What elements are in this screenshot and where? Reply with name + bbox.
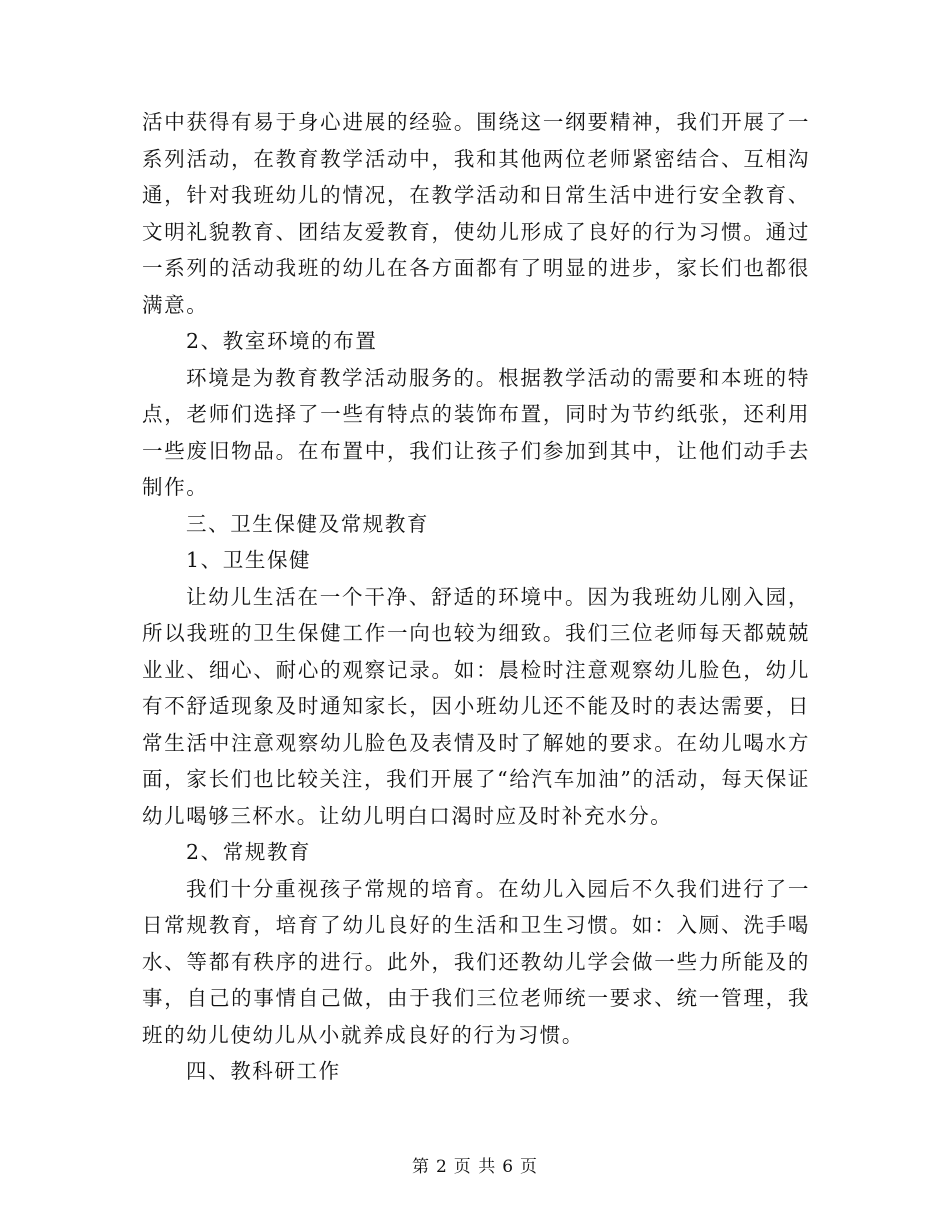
footer-current-page: 2 — [435, 1157, 448, 1177]
paragraph: 活中获得有易于身心进展的经验。围绕这一纲要精神，我们开展了一系列活动，在教育教学活动中，我和其他两位老师紧密结合、互相沟通，针对我班幼儿的情况，在教学活动和日常生活中进行安全教育、文明礼貌教育、团结友爱教育，使幼儿形成了良好的行为习惯。通过一系列的活动我班的幼儿在各方面都有了明显的进步，家长们也都很满意。 — [142, 110, 810, 317]
section-heading: 四、教科研工作 — [186, 1059, 341, 1083]
paragraph: 我们十分重视孩子常规的培育。在幼儿入园后不久我们进行了一日常规教育，培育了幼儿良好的生活和卫生习惯。如：入厕、洗手喝水、等都有秩序的进行。此外，我们还教幼儿学会做一些力所能及的事，自己的事情自己做，由于我们三位老师统一要求、统一管理，我班的幼儿使幼儿从小就养成良好的行为习惯。 — [142, 876, 810, 1047]
page-footer — [0, 1152, 950, 1177]
footer-middle: 页 共 — [453, 1157, 497, 1177]
section-heading: 三、卫生保健及常规教育 — [186, 511, 430, 536]
footer-prefix: 第 — [411, 1157, 430, 1177]
section-heading: 1、卫生保健 — [186, 548, 312, 572]
paragraph: 环境是为教育教学活动服务的。根据教学活动的需要和本班的特点，老师们选择了一些有特点的装饰布置，同时为节约纸张，还利用一些废旧物品。在布置中，我们让孩子们参加到其中，让他们动手去制作。 — [142, 365, 810, 499]
section-heading: 2、常规教育 — [186, 840, 312, 864]
footer-total-pages: 6 — [502, 1157, 515, 1177]
document-body — [142, 104, 810, 1090]
footer-suffix: 页 — [520, 1157, 539, 1177]
paragraph: 让幼儿生活在一个干净、舒适的环境中。因为我班幼儿刚入园，所以我班的卫生保健工作一向也较为细致。我们三位老师每天都兢兢业业、细心、耐心的观察记录。如：晨检时注意观察幼儿脸色，幼儿有不舒适现象及时通知家长，因小班幼儿还不能及时的表达需要，日常生活中注意观察幼儿脸色及表情及时了解她的要求。在幼儿喝水方面，家长们也比较关注，我们开展了“给汽车加油”的活动，每天保证幼儿喝够三杯水。让幼儿明白口渴时应及时补充水分。 — [142, 584, 810, 828]
section-heading: 2、教室环境的布置 — [186, 329, 378, 353]
